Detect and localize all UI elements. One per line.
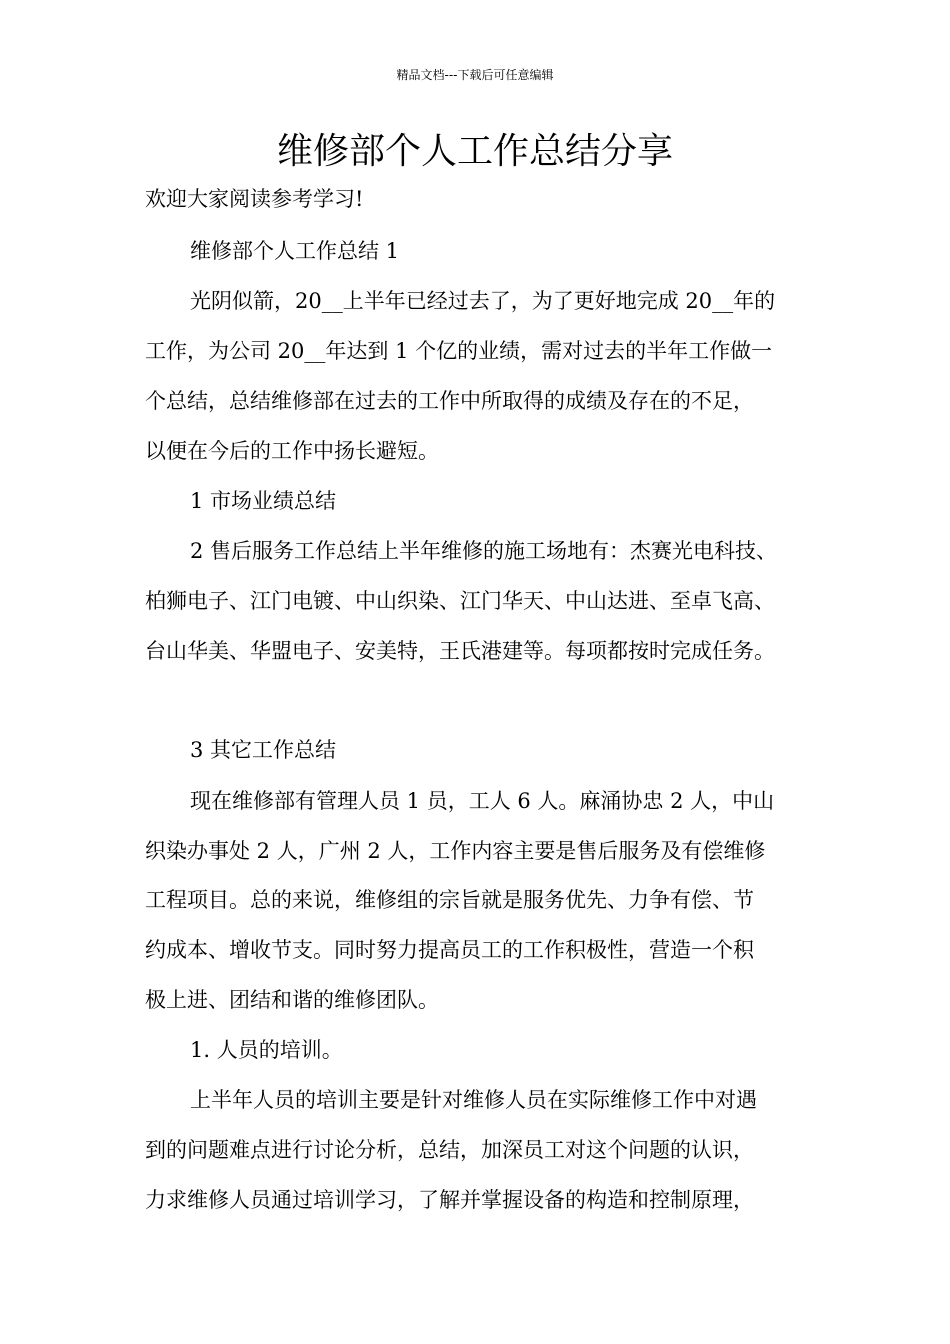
paragraph-line: 到的问题难点进行讨论分析，总结，加深员工对这个问题的认识， [145, 1138, 754, 1162]
section-heading: 1 市场业绩总结 [190, 489, 337, 513]
paragraph-line: 以便在今后的工作中扬长避短。 [145, 439, 439, 463]
section-heading: 3 其它工作总结 [190, 738, 337, 762]
paragraph-line: 工程项目。总的来说，维修组的宗旨就是服务优先、力争有偿、节 [145, 888, 754, 912]
document-title: 维修部个人工作总结分享 [276, 131, 673, 172]
paragraph-line: 柏狮电子、江门电镀、中山织染、江门华天、中山达进、至卓飞高、 [145, 589, 775, 613]
paragraph-line: 个总结，总结维修部在过去的工作中所取得的成绩及存在的不足， [145, 389, 754, 413]
paragraph-line: 力求维修人员通过培训学习，了解并掌握设备的构造和控制原理， [145, 1188, 754, 1212]
paragraph-line: 工作，为公司 20__年达到 1 个亿的业绩，需对过去的半年工作做一 [145, 339, 773, 363]
header-note: 精品文档---下载后可任意编辑 [396, 68, 554, 82]
paragraph-line: 现在维修部有管理人员 1 员，工人 6 人。麻涌协忠 2 人，中山 [190, 789, 775, 813]
paragraph-line: 上半年人员的培训主要是针对维修人员在实际维修工作中对遇 [190, 1088, 757, 1112]
section-heading: 1. 人员的培训。 [190, 1038, 343, 1062]
paragraph-line: 约成本、增收节支。同时努力提高员工的工作积极性，营造一个积 [145, 938, 754, 962]
intro-line: 欢迎大家阅读参考学习! [145, 187, 364, 211]
paragraph-line: 织染办事处 2 人，广州 2 人，工作内容主要是售后服务及有偿维修 [145, 839, 766, 863]
paragraph-line: 台山华美、华盟电子、安美特，王氏港建等。每项都按时完成任务。 [145, 639, 775, 663]
section-heading: 维修部个人工作总结 1 [190, 239, 400, 263]
paragraph-line: 光阴似箭，20__上半年已经过去了，为了更好地完成 20__年的 [190, 289, 776, 313]
paragraph-line: 极上进、团结和谐的维修团队。 [145, 988, 439, 1012]
paragraph-line: 2 售后服务工作总结上半年维修的施工场地有：杰赛光电科技、 [190, 539, 778, 563]
